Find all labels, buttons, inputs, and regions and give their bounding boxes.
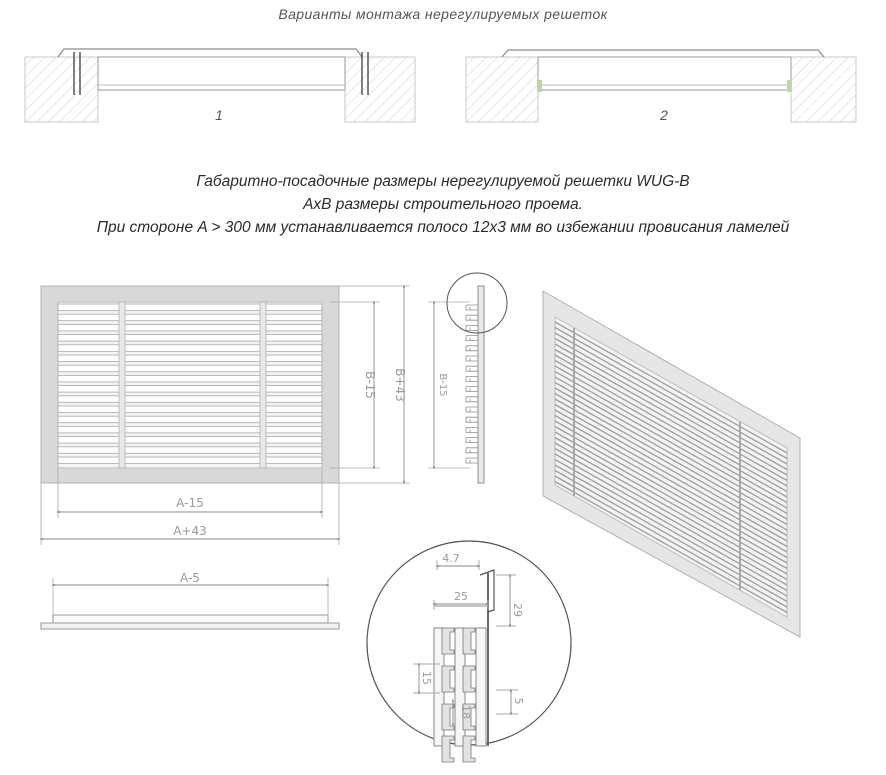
side-slat-tooth [466,427,478,432]
front-slat [58,314,322,321]
front-slat [58,457,322,464]
side-slat-tooth [466,417,478,422]
front-slat [58,335,322,342]
side-slat-tooth [466,315,478,320]
front-slat [58,406,322,413]
front-slat [58,345,322,352]
front-slat [58,324,322,331]
side-slat-tooth [466,387,478,392]
profile-detail [367,541,571,762]
wall-left [466,57,538,122]
dim-side-height: B-15 [437,373,448,397]
title-line-2: AxB размеры строительного проема. [303,196,583,213]
side-slat-tooth [466,376,478,381]
wall-right [345,57,415,122]
title-line-1: Габаритно-посадочные размеры нерегулируемой решетки WUG-B [196,173,690,190]
perspective-view [543,291,800,637]
side-slat-tooth [466,336,478,341]
detail-slat-profile [442,736,454,762]
side-slat-tooth [466,356,478,361]
front-slat [58,365,322,372]
front-slat [58,375,322,382]
front-slat [58,355,322,362]
dim-depth: 25 [454,590,468,603]
side-slat-profiles [466,305,478,463]
wall-left [25,57,98,122]
front-slat [58,396,322,403]
front-slat [58,447,322,454]
variant-1-number: 1 [215,107,223,123]
front-slat [58,416,322,423]
wall-right [791,57,856,122]
front-view [41,286,410,545]
dim-top-height: 29 [511,603,524,617]
front-slat [58,386,322,393]
dim-slat-pitch: 18 [459,705,472,719]
side-slat-tooth [466,438,478,443]
front-slat [58,426,322,433]
side-view [428,273,507,483]
detail-callout-circle [447,273,507,333]
side-slat-tooth [466,325,478,330]
side-slat-tooth [466,366,478,371]
mounting-variant-1 [25,49,415,123]
side-slat-tooth [466,305,478,310]
side-slat-tooth [466,448,478,453]
mounting-variant-2 [466,50,856,123]
dim-slat-height: 15 [420,671,433,685]
dim-bottom-width: A-5 [180,571,200,585]
mounting-variants-caption: Варианты монтажа нерегулируемых решеток [278,6,608,22]
dim-front-height-inner: B-15 [363,371,377,399]
dim-front-width-inner: A-15 [176,496,204,510]
front-slat [58,304,322,311]
detail-slat-profile [463,736,475,762]
dim-slat-gap: 5 [512,697,525,705]
side-slat-tooth [466,346,478,351]
bottom-view [41,571,339,629]
dim-front-height-outer: B+43 [393,368,407,402]
title-line-3: При стороне A > 300 мм устанавливается полосо 12х3 мм во избежании провисания ламелей [96,219,790,236]
side-slat-tooth [466,397,478,402]
dim-frame-thickness: 4.7 [442,552,460,565]
front-slat [58,437,322,444]
side-slat-tooth [466,458,478,463]
dim-front-width-outer: A+43 [173,524,207,538]
side-slat-tooth [466,407,478,412]
variant-2-number: 2 [660,107,668,123]
